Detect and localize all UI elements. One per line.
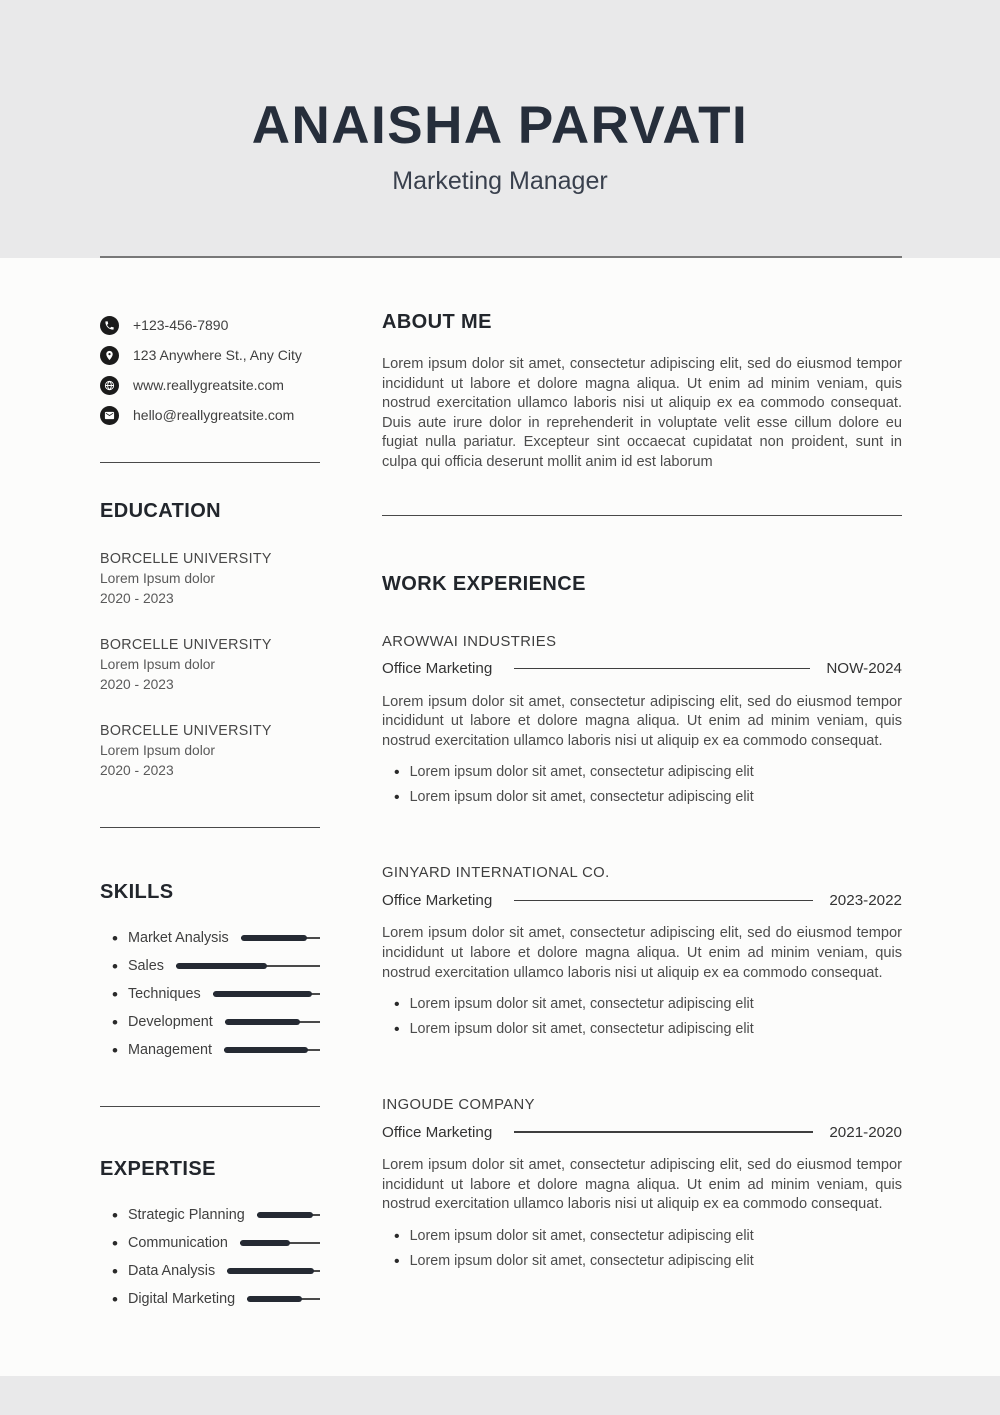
skill-label: Market Analysis [127,930,229,946]
expertise-level-track [257,1212,320,1218]
skill-level-bar [241,935,308,941]
expertise-level-track [227,1268,320,1274]
job-company: AROWWAI INDUSTRIES [382,633,557,650]
location-icon [100,346,119,365]
skill-label: Management [127,1042,212,1058]
contact-list [100,310,320,430]
education-detail: Lorem Ipsum dolor [100,571,216,586]
skill-level-track [176,963,320,969]
job-bullet [382,1252,902,1271]
about-heading: ABOUT ME [382,311,492,333]
expertise-label: Digital Marketing [127,1291,236,1307]
skill-label: Techniques [127,986,201,1002]
about-text: Lorem ipsum dolor sit amet, consectetur adipiscing elit, sed do eiusmod tempor incididunt ut labore et dolore magna aliqua. Ut enim ad minim veniam, quis nostrud exercitation ullamco laboris nisi ut aliquip ex ea commodo consequat. Duis aute irure dolor in reprehenderit in voluptate velit esse cillum dolore eu fugiat nulla pariatur. Excepteur sint occaecat cupidatat non proident, sunt in culpa qui officia deserunt mollit anim id est laborum [382,356,902,470]
job-role: Office Marketing [382,660,493,678]
education-entry [100,549,320,609]
skills-list [100,928,320,1060]
bullet-icon: • [112,928,118,948]
education-dates: 2020 - 2023 [100,763,174,778]
job-bullet [382,788,902,807]
skill-level-track [241,935,320,941]
job-bullet [382,763,902,782]
work-experience-heading: WORK EXPERIENCE [382,572,586,595]
job-summary: Lorem ipsum dolor sit amet, consectetur adipiscing elit, sed do eiusmod tempor incididunt ut labore et dolore magna aliqua. Ut enim ad minim veniam, quis nostrud exercitation ullamco laboris nisi ut aliquip ex ea commodo consequat. [382,925,902,981]
person-name: ANAISHA PARVATI [251,96,749,155]
role-divider-line [514,1131,813,1133]
person-title: Marketing Manager [392,167,608,195]
bullet-icon: • [112,1040,118,1060]
expertise-heading: EXPERTISE [100,1158,216,1180]
expertise-label: Strategic Planning [127,1207,245,1223]
divider [100,1106,320,1107]
education-entry [100,635,320,695]
job-bullet [382,995,902,1014]
skill-level-bar [224,1047,309,1053]
skill-level-bar [225,1019,300,1025]
job-bullet [382,1020,902,1039]
main-content [0,258,1000,1317]
job-company: INGOUDE COMPANY [382,1097,535,1114]
skill-level-track [225,1019,320,1025]
skill-item [100,984,320,1004]
job-bullet-text: Lorem ipsum dolor sit amet, consectetur adipiscing elit [409,789,754,806]
contact-item-address [100,340,320,370]
skill-level-track [213,991,320,997]
education-school: BORCELLE UNIVERSITY [100,551,272,567]
bullet-icon: • [394,1227,400,1245]
skill-item [100,956,320,976]
bullet-icon: • [112,1233,118,1253]
job-role-row [382,658,902,680]
expertise-level-track [247,1296,320,1302]
bullet-icon: • [394,996,400,1014]
expertise-level-bar [240,1240,290,1246]
bullet-icon: • [394,764,400,782]
contact-address: 123 Anywhere St., Any City [133,347,302,363]
skill-label: Sales [127,958,164,974]
divider [382,515,902,516]
expertise-level-bar [227,1268,314,1274]
job-entry [382,863,902,1039]
job-dates: 2023-2022 [829,891,902,909]
job-bullet-text: Lorem ipsum dolor sit amet, consectetur adipiscing elit [409,764,754,781]
contact-website: www.reallygreatsite.com [133,377,284,393]
job-summary: Lorem ipsum dolor sit amet, consectetur adipiscing elit, sed do eiusmod tempor incididunt ut labore et dolore magna aliqua. Ut enim ad minim veniam, quis nostrud exercitation ullamco laboris nisi ut aliquip ex ea commodo consequat. [382,693,902,749]
expertise-item [100,1205,320,1225]
bullet-icon: • [112,984,118,1004]
expertise-item [100,1289,320,1309]
contact-item-email [100,400,320,430]
job-entry [382,1095,902,1271]
expertise-label: Communication [127,1235,228,1251]
job-bullet-text: Lorem ipsum dolor sit amet, consectetur adipiscing elit [409,1227,754,1244]
phone-icon [100,316,119,335]
bullet-icon: • [112,956,118,976]
globe-icon [100,376,119,395]
divider [100,462,320,463]
education-detail: Lorem Ipsum dolor [100,657,216,672]
job-dates: NOW-2024 [826,660,902,678]
education-school: BORCELLE UNIVERSITY [100,637,272,653]
footer-band [0,1376,1000,1415]
job-bullet [382,1227,902,1246]
job-bullet-list [382,1227,902,1271]
expertise-item [100,1261,320,1281]
expertise-list [100,1205,320,1309]
left-column [100,310,320,1317]
expertise-item [100,1233,320,1253]
email-icon [100,406,119,425]
expertise-level-bar [247,1296,302,1302]
bullet-icon: • [394,1021,400,1039]
right-column [382,310,902,1317]
skill-item [100,928,320,948]
expertise-level-track [240,1240,320,1246]
contact-item-website [100,370,320,400]
bullet-icon: • [112,1261,118,1281]
skill-item [100,1012,320,1032]
job-entry [382,632,902,808]
job-bullet-text: Lorem ipsum dolor sit amet, consectetur adipiscing elit [409,996,754,1013]
job-role: Office Marketing [382,1123,493,1141]
job-bullet-text: Lorem ipsum dolor sit amet, consectetur adipiscing elit [409,1021,754,1038]
job-role-row [382,1121,902,1143]
bullet-icon: • [394,1252,400,1270]
skill-item [100,1040,320,1060]
role-divider-line [514,900,813,902]
education-dates: 2020 - 2023 [100,591,174,606]
bullet-icon: • [112,1205,118,1225]
expertise-level-bar [257,1212,313,1218]
job-dates: 2021-2020 [829,1123,902,1141]
education-detail: Lorem Ipsum dolor [100,743,216,758]
skill-label: Development [127,1014,213,1030]
skill-level-bar [213,991,313,997]
skills-heading: SKILLS [100,881,174,903]
job-summary: Lorem ipsum dolor sit amet, consectetur adipiscing elit, sed do eiusmod tempor incididunt ut labore et dolore magna aliqua. Ut enim ad minim veniam, quis nostrud exercitation ullamco laboris nisi ut aliquip ex ea commodo consequat. [382,1157,902,1213]
bullet-icon: • [394,789,400,807]
skill-level-track [224,1047,320,1053]
education-school: BORCELLE UNIVERSITY [100,723,272,739]
contact-email: hello@reallygreatsite.com [133,407,295,423]
job-bullet-text: Lorem ipsum dolor sit amet, consectetur adipiscing elit [409,1252,754,1269]
role-divider-line [514,668,810,670]
education-heading: EDUCATION [100,500,222,522]
job-bullet-list [382,995,902,1039]
job-role: Office Marketing [382,891,493,909]
bullet-icon: • [112,1012,118,1032]
divider [100,827,320,828]
job-role-row [382,889,902,911]
bullet-icon: • [112,1289,118,1309]
education-entry [100,721,320,781]
job-company: GINYARD INTERNATIONAL CO. [382,865,610,882]
contact-item-phone [100,310,320,340]
education-dates: 2020 - 2023 [100,677,174,692]
contact-phone: +123-456-7890 [133,317,229,333]
job-bullet-list [382,763,902,807]
skill-level-bar [176,963,267,969]
header [0,0,1000,258]
expertise-label: Data Analysis [127,1263,216,1279]
